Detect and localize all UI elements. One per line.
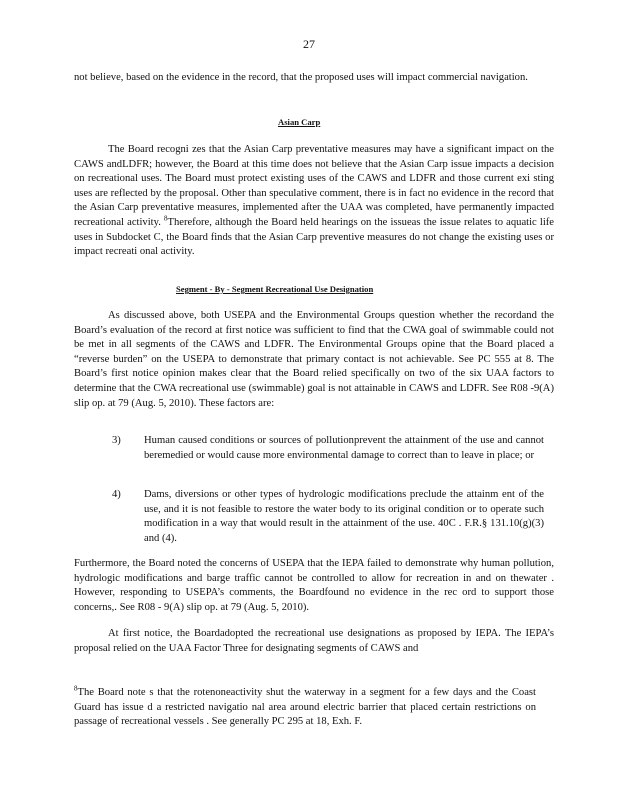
paragraph-asian-carp-text: The Board recogni zes that the Asian Carp preventative measures may have a significant impact on the CAWS andLDFR; however, the Board at this time does not believe that the Asian Carp issue impacts a decision on recreational uses. The Board must protect existing uses of the CAWS and LDFR and those current exi sting uses are reflected by the proposal. Other than speculative comment, there is in fact no evidence in the record that the Asian Carp preventative measures, implemented after the UAA was completed, have permanently impacted recreational activity.: [74, 144, 554, 228]
list-number: 4): [112, 489, 121, 500]
heading-asian-carp: Asian Carp: [278, 117, 321, 127]
paragraph-first-notice: At first notice, the Boardadopted the recreational use designations as proposed by IEPA. The IEPA’s proposal relied on the UAA Factor Three for designating segments of CAWS and: [74, 628, 554, 654]
list-text: Human caused conditions or sources of pollutionprevent the attainment of the use and cannot beremedied or would cause more environmental damage to correct than to leave in place; or: [144, 435, 544, 461]
paragraph-furthermore: Furthermore, the Board noted the concerns of USEPA that the IEPA failed to demonstrate why human pollution, hydrologic modifications and barge traffic cannot be controlled to allow for recreation in and on thewater . However, responding to USEPA’s comments, the Boardfound no evidence in the rec ord to support those concerns,. See R08 - 9(A) slip op. at 79 (Aug. 5, 2010).: [74, 558, 554, 613]
footnote-divider: [74, 676, 194, 677]
list-text: Dams, diversions or other types of hydrologic modifications preclude the attainm ent of the use, and it is not feasible to restore the water body to its original condition or to operate such modification in a way that would result in the attainment of the use. 40C . F.R.§ 131.10(g)(3) and (4).: [144, 489, 544, 544]
paragraph-opening: not believe, based on the evidence in the record, that the proposed uses will impact commercial navigation.: [74, 72, 528, 83]
paragraph-asian-carp: [74, 143, 554, 260]
footnote-number: 8: [74, 684, 78, 693]
footnote-text: The Board note s that the rotenoneactivity shut the waterway in a segment for a few days and the Coast Guard has issue d a restricted navigatio nal area around electric barrier that placed certain restrictions on passage of recreational vessels . See generally PC 295 at 18, Exh. F.: [74, 687, 536, 728]
footnote: [74, 686, 536, 730]
paragraph-designation: As discussed above, both USEPA and the Environmental Groups question whether the recordand the Board’s evaluation of the record at first notice was sufficient to find that the CWA goal of swimmable could not be met in all segments of the CAWS and LDFR. The Environmental Groups opine that the Board placed a “reverse burden” on the USEPA to demonstrate that primary contact is not achievable. See PC 555 at 8. The Board’s first notice opinion makes clear that the Board relied specifically on two of the six UAA factors to determine that the CWA recreational use (swimmable) goal is not attainable in CAWS and LDFR. See R08 -9(A) slip op. at 79 (Aug. 5, 2010). These factors are:: [74, 310, 554, 409]
page-number: 27: [303, 37, 315, 51]
heading-segment-designation: Segment - By - Segment Recreational Use Designation: [176, 284, 374, 294]
paragraph-asian-carp-tail: Therefore, although the Board held hearings on the issueas the issue relates to aquatic life uses in Subdocket C, the Board finds that the Asian Carp preventive measures do not change the existing uses or impact recreati onal activity.: [74, 216, 554, 258]
list-number: 3): [112, 435, 121, 446]
footnote-reference: 8: [163, 214, 168, 223]
